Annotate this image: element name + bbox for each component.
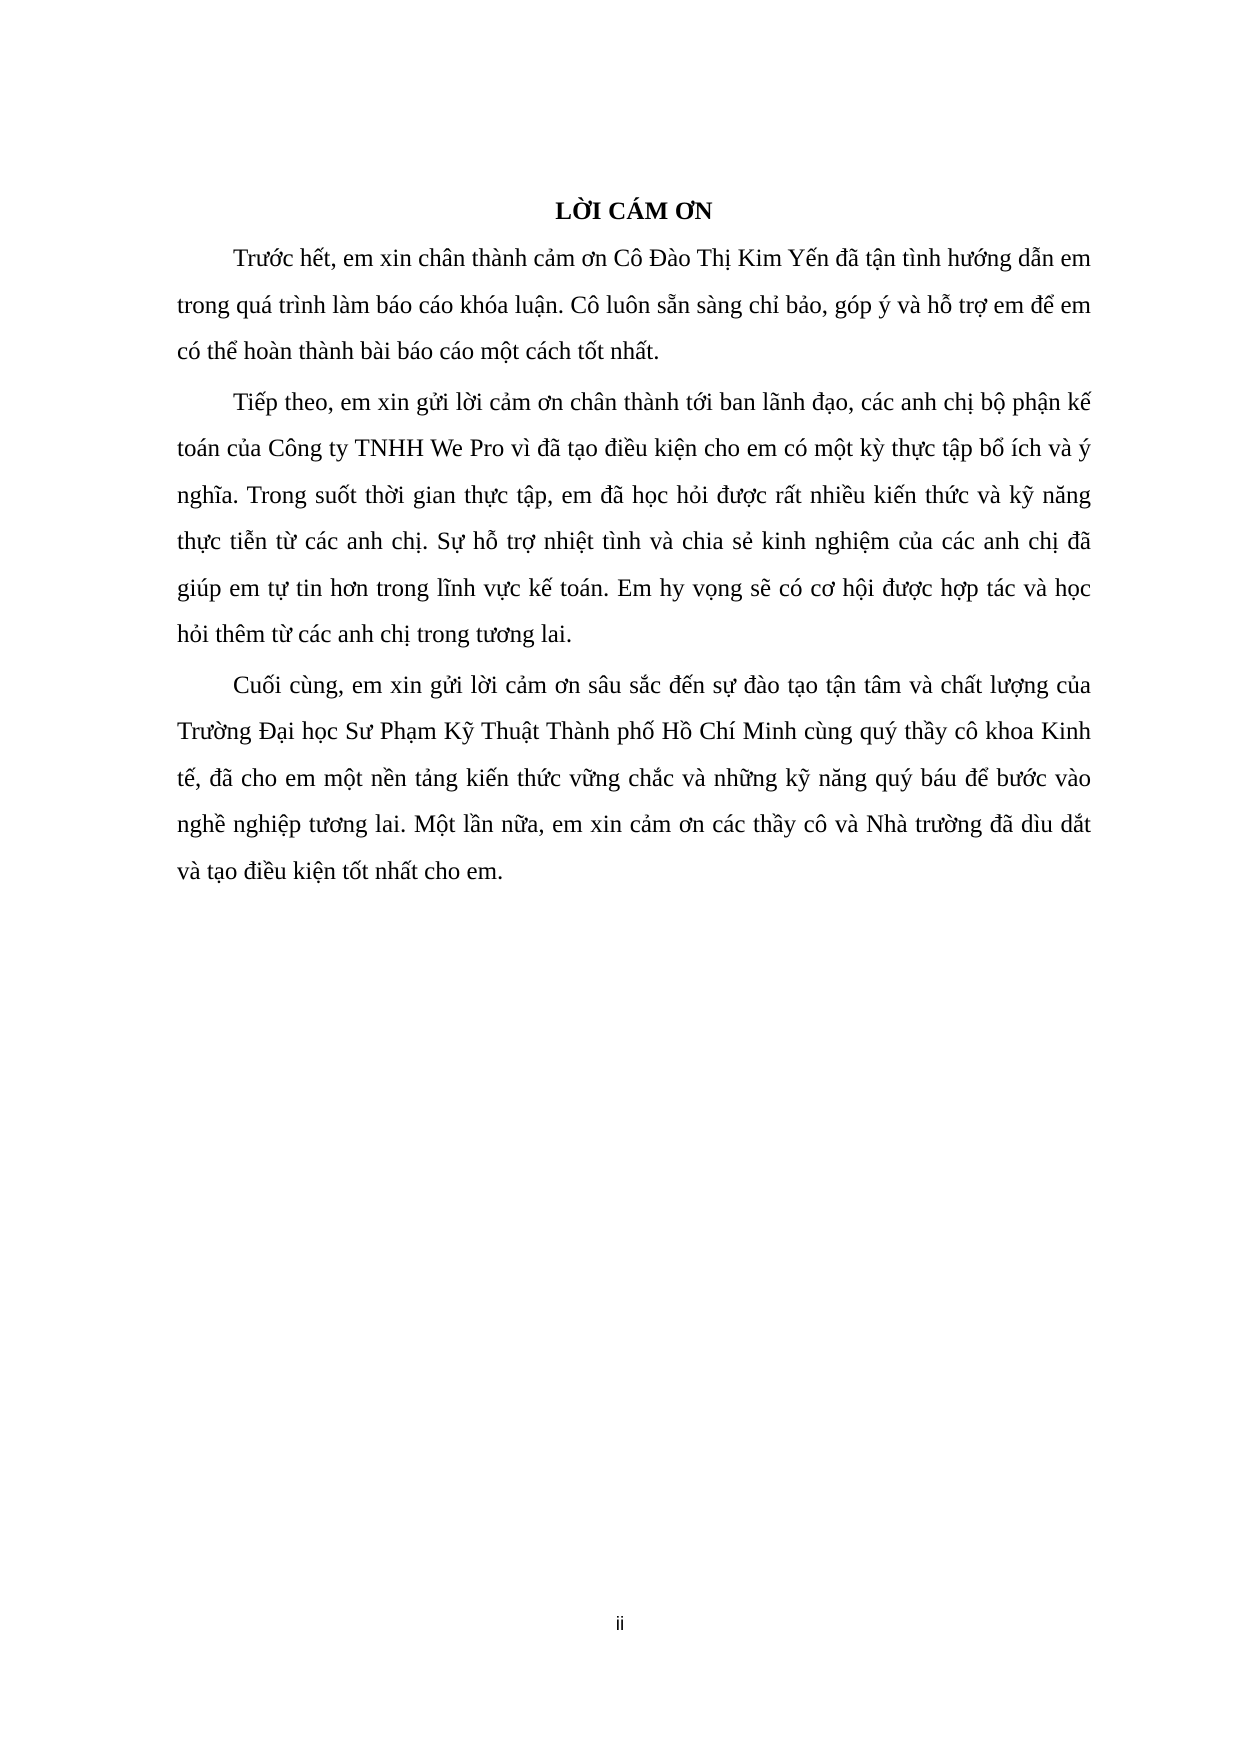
paragraph-1: Trước hết, em xin chân thành cảm ơn Cô Đào Thị Kim Yến đã tận tình hướng dẫn em trong quá trình làm báo cáo khóa luận. Cô luôn sẵn sàng chỉ bảo, góp ý và hỗ trợ em để em có thể hoàn thành bài báo cáo một cách tốt nhất. bbox=[177, 245, 1091, 365]
paragraph-2: Tiếp theo, em xin gửi lời cảm ơn chân thành tới ban lãnh đạo, các anh chị bộ phận kế toán của Công ty TNHH We Pro vì đã tạo điều kiện cho em có một kỳ thực tập bổ ích và ý nghĩa. Trong suốt thời gian thực tập, em đã học hỏi được rất nhiều kiến thức và kỹ năng thực tiễn từ các anh chị. Sự hỗ trợ nhiệt tình và chia sẻ kinh nghiệm của các anh chị đã giúp em tự tin hơn trong lĩnh vực kế toán. Em hy vọng sẽ có cơ hội được hợp tác và học hỏi thêm từ các anh chị trong tương lai. bbox=[177, 388, 1091, 648]
page-number: ii bbox=[615, 1614, 625, 1635]
paragraph-3: Cuối cùng, em xin gửi lời cảm ơn sâu sắc đến sự đào tạo tận tâm và chất lượng của Trường Đại học Sư Phạm Kỹ Thuật Thành phố Hồ Chí Minh cùng quý thầy cô khoa Kinh tế, đã cho em một nền tảng kiến thức vững chắc và những kỹ năng quý báu để bước vào nghề nghiệp tương lai. Một lần nữa, em xin cảm ơn các thầy cô và Nhà trường đã dìu dắt và tạo điều kiện tốt nhất cho em. bbox=[177, 671, 1091, 885]
page-title: LỜI CÁM ƠN bbox=[555, 198, 713, 225]
page-content bbox=[177, 190, 1091, 899]
